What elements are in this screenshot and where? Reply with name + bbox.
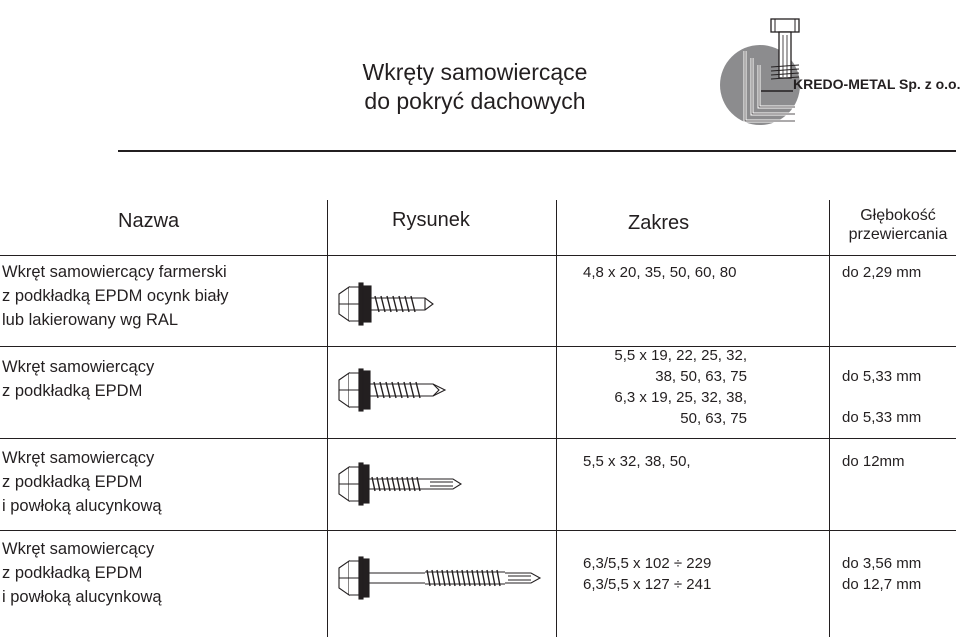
row-divider [0,346,956,347]
title-divider [118,150,956,152]
range-line: 50, 63, 75 [680,410,747,427]
range-line: 4,8 x 20, 35, 50, 60, 80 [583,264,737,281]
depth-line: do 2,29 mm [842,264,922,281]
row-divider [0,255,956,256]
header-depth [836,206,960,244]
row-4-name [2,537,162,609]
header-range: Zakres [628,212,690,234]
name-line: Wkręt samowiercący [2,540,155,558]
company-logo [715,15,960,140]
name-line: i powłoką alucynkową [2,588,162,606]
screw-drawing-3 [335,460,465,508]
row-2-depth-2: do 5,33 mm [842,409,922,426]
row-2-range [560,345,747,429]
screw-drawing-1 [335,278,440,330]
row-3-range [583,451,691,472]
name-line: Wkręt samowiercący [2,358,155,376]
row-2-depth-1: do 5,33 mm [842,368,922,385]
range-line: 6,3/5,5 x 127 ÷ 241 [583,576,712,593]
name-line: Wkręt samowiercący farmerski [2,263,227,281]
row-1-range [583,262,736,283]
column-divider [556,200,557,637]
row-2-name [2,355,154,403]
range-line: 5,5 x 32, 38, 50, [583,453,691,470]
header-drawing: Rysunek [392,209,470,231]
row-1-depth [842,262,921,283]
row-1-name [2,260,229,332]
name-line: z podkładką EPDM [2,473,143,491]
depth-line: do 3,56 mm [842,555,922,572]
row-4-depth [842,553,921,595]
title-line-2: do pokryć dachowych [364,88,586,114]
row-3-name [2,446,162,518]
company-name: KREDO-METAL Sp. z o.o. [793,76,960,92]
screw-drawing-4 [335,553,545,603]
range-line: 6,3 x 19, 25, 32, 38, [614,389,747,406]
name-line: z podkładką EPDM [2,382,143,400]
name-line: z podkładką EPDM [2,564,143,582]
depth-line: do 12,7 mm [842,576,922,593]
depth-line: do 12mm [842,453,905,470]
range-line: 5,5 x 19, 22, 25, 32, [614,347,747,364]
screw-drawing-2 [335,366,450,414]
range-line: 38, 50, 63, 75 [655,368,747,385]
header-depth-line-1: Głębokość [860,207,936,224]
row-divider [0,438,956,439]
name-line: Wkręt samowiercący [2,449,155,467]
column-divider [829,200,830,637]
range-line: 6,3/5,5 x 102 ÷ 229 [583,555,712,572]
name-line: lub lakierowany wg RAL [2,311,179,329]
header-depth-line-2: przewiercania [848,226,948,243]
column-divider [327,200,328,637]
name-line: i powłoką alucynkową [2,497,162,515]
name-line: z podkładką EPDM ocynk biały [2,287,229,305]
header-name: Nazwa [118,210,180,232]
title-line-1: Wkręty samowiercące [362,59,588,85]
row-divider [0,530,956,531]
document-title [300,58,650,116]
row-3-depth [842,451,905,472]
row-4-range [583,553,711,595]
